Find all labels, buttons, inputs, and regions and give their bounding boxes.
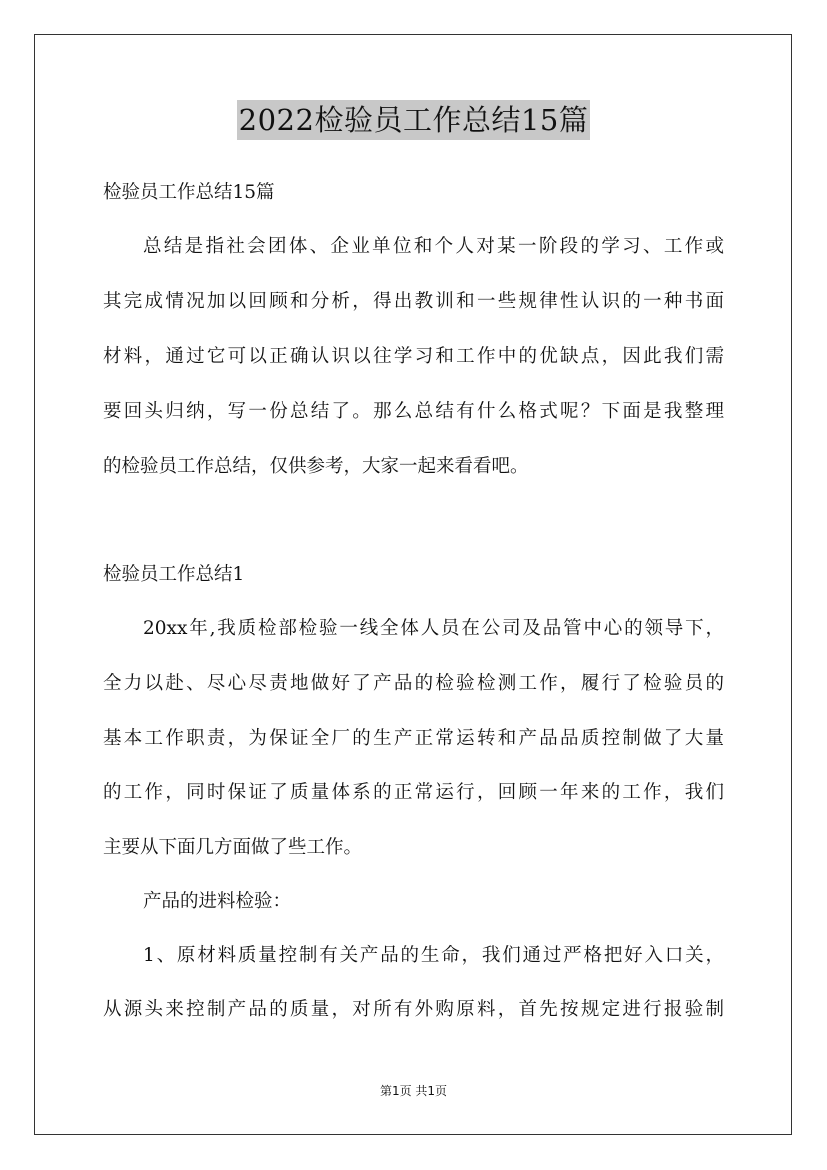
intro-line-4: 要回头归纳，写一份总结了。那么总结有什么格式呢？下面是我整理 — [103, 401, 724, 422]
intro-line-1: 总结是指社会团体、企业单位和个人对某一阶段的学习、工作或 — [143, 236, 724, 257]
section1-line-1: 20xx年,我质检部检验一线全体人员在公司及品管中心的领导下， — [143, 618, 724, 639]
intro-line-5: 的检验员工作总结，仅供参考，大家一起来看看吧。 — [103, 456, 529, 477]
item1-line-2: 从源头来控制产品的质量，对所有外购原料，首先按规定进行报验制 — [103, 999, 724, 1020]
section1-line-2: 全力以赴、尽心尽责地做好了产品的检验检测工作，履行了检验员的 — [103, 673, 724, 694]
item1-line-1: 1、原材料质量控制有关产品的生命，我们通过严格把好入口关， — [143, 945, 724, 966]
section1-heading: 检验员工作总结1 — [103, 564, 245, 585]
subheading: 产品的进料检验： — [143, 891, 292, 912]
intro-line-2: 其完成情况加以回顾和分析，得出教训和一些规律性认识的一种书面 — [103, 291, 724, 312]
page-footer: 第1页 共1页 — [379, 1084, 448, 1098]
document-subtitle: 检验员工作总结15篇 — [103, 182, 275, 203]
section1-line-4: 的工作，同时保证了质量体系的正常运行，回顾一年来的工作，我们 — [103, 782, 724, 803]
intro-line-3: 材料，通过它可以正确认识以往学习和工作中的优缺点，因此我们需 — [103, 346, 724, 367]
title-wrap — [0, 100, 827, 140]
section1-line-3: 基本工作职责，为保证全厂的生产正常运转和产品品质控制做了大量 — [103, 728, 724, 749]
section1-line-5: 主要从下面几方面做了些工作。 — [103, 837, 363, 858]
document-title: 2022检验员工作总结15篇 — [237, 100, 591, 140]
